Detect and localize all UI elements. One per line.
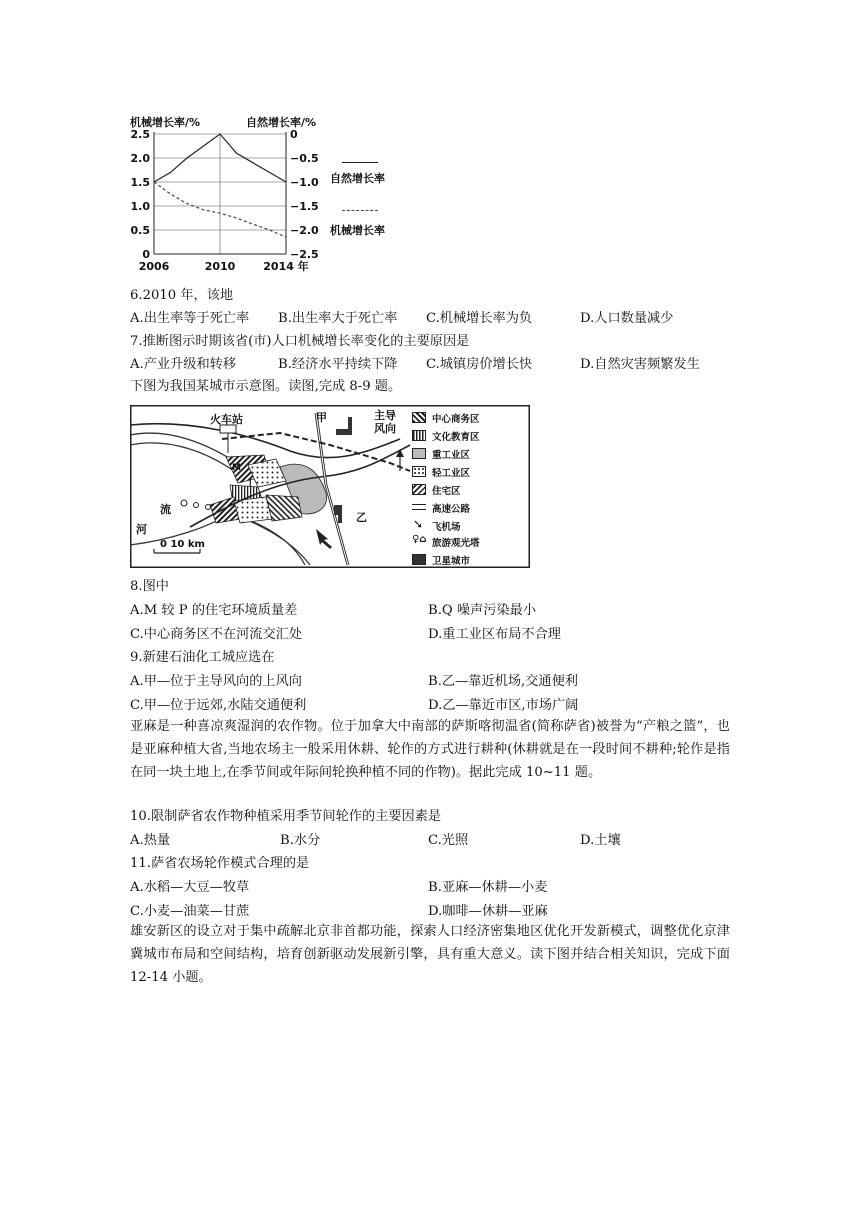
right-tick-label: −2.5 — [290, 248, 319, 261]
legend-heavy-label: 重工业区 — [432, 450, 471, 461]
q8-option-b: B.Q 噪声污染最小 — [428, 603, 537, 618]
q6-stem: 6.2010 年，该地 — [130, 288, 234, 303]
legend-mechanical-label: 机械增长率 — [330, 224, 385, 237]
q10-option-d: D.土壤 — [580, 833, 621, 848]
right-tick-label: −1.0 — [290, 176, 319, 189]
map-label-river-mid: 流 — [160, 503, 171, 516]
legend-hwy-label: 高速公路 — [432, 504, 471, 515]
x-tick-label: 2010 — [204, 260, 236, 273]
left-tick-label: 0 — [142, 248, 150, 261]
q11-row1 — [130, 879, 548, 897]
q7-option-c: C.城镇房价增长快 — [426, 357, 533, 372]
legend-edu-label: 文化教育区 — [432, 432, 480, 443]
q10-option-a: A.热量 — [130, 833, 171, 848]
edu-swatch-icon — [412, 430, 426, 441]
map-label-station: 火车站 — [210, 413, 243, 426]
q9-option-a: A.甲—位于主导风向的上风向 — [130, 674, 302, 689]
legend-sat-label: 卫星城市 — [432, 556, 471, 567]
legend-cbd-label: 中心商务区 — [432, 414, 480, 425]
passage-12-14: 雄安新区的设立对于集中疏解北京非首都功能，探索人口经济密集地区优化开发新模式，调整优化京津冀城市布局和空间结构，培育创新驱动发展新引擎，具有重大意义。读下图并结合相关知识，完成下面 12-14 小题。 — [130, 924, 730, 985]
q10-stem: 10.限制萨省农作物种植采用季节间轮作的主要因素是 — [130, 809, 442, 824]
q7-option-d: D.自然灾害频繁发生 — [580, 357, 700, 372]
q6-option-a: A.出生率等于死亡率 — [130, 311, 250, 326]
airplane-icon: ➘ — [413, 517, 424, 531]
q10-option-c: C.光照 — [428, 833, 469, 848]
map-label-wind: 主导风向 — [374, 409, 396, 435]
left-tick-label: 2.5 — [130, 128, 150, 141]
q9-option-d: D.乙—靠近市区,市场广阔 — [428, 698, 579, 713]
map-label-river-left: 河 — [136, 523, 147, 536]
q11-option-d: D.咖啡—休耕—亚麻 — [428, 904, 548, 919]
cbd-swatch-icon — [412, 412, 426, 423]
q8-option-d: D.重工业区布局不合理 — [428, 627, 561, 642]
left-tick-label: 0.5 — [130, 224, 150, 237]
legend-solid-line-icon — [342, 162, 378, 163]
q11-stem: 11.萨省农场轮作模式合理的是 — [130, 856, 310, 871]
q10-options — [130, 832, 621, 850]
passage-10-11: 亚麻是一种喜凉爽湿润的农作物。位于加拿大中南部的萨斯喀彻温省(简称萨省)被誉为“产粮之篮”，也是亚麻种植大省,当地农场主一般采用休耕、轮作的方式进行耕种(休耕就是在一段时间不耕种;轮作是指在同一块土地上,在季节间或年际间轮换种植不同的作物)。据此完成 10~11 题。 — [130, 719, 730, 780]
q8-option-a: A.M 较 P 的住宅环境质量差 — [130, 603, 298, 618]
res-swatch-icon — [412, 484, 426, 495]
highway-swatch-icon — [412, 504, 426, 510]
q6-option-c: C.机械增长率为负 — [426, 311, 533, 326]
q7-options — [130, 356, 700, 374]
q11-option-b: B.亚麻—休耕—小麦 — [428, 880, 548, 895]
legend-natural-label: 自然增长率 — [330, 172, 385, 185]
map-label-m: M — [232, 463, 241, 473]
right-tick-label: −1.5 — [290, 200, 319, 213]
legend-tour-label: 旅游观光塔 — [432, 538, 480, 549]
tower-icon: ♀⌂ — [412, 534, 427, 545]
heavy-swatch-icon — [412, 448, 426, 459]
q9-stem: 9.新建石油化工城应选在 — [130, 650, 275, 665]
q9-row2 — [130, 697, 579, 715]
right-tick-label: 0 — [290, 128, 298, 141]
map-label-yi: 乙 — [356, 511, 367, 524]
q6-options — [130, 310, 674, 328]
chart-plot — [128, 110, 400, 280]
q8-stem: 8.图中 — [130, 579, 169, 594]
q11-option-c: C.小麦—油菜—甘蔗 — [130, 904, 250, 919]
population-growth-chart — [128, 110, 400, 280]
q9-row1 — [130, 673, 578, 691]
right-axis-title: 自然增长率/% — [246, 116, 317, 129]
q8-row2 — [130, 626, 561, 644]
legend-airport-label: 飞机场 — [432, 522, 461, 533]
q6-option-b: B.出生率大于死亡率 — [278, 311, 398, 326]
legend-dashed-line-icon — [342, 210, 378, 211]
left-tick-label: 1.0 — [130, 200, 150, 213]
q11-option-a: A.水稻—大豆—牧草 — [130, 880, 250, 895]
q9-option-b: B.乙—靠近机场,交通便利 — [428, 674, 578, 689]
q8-row1 — [130, 602, 537, 620]
right-tick-label: −2.0 — [290, 224, 319, 237]
q6-option-d: D.人口数量减少 — [580, 311, 674, 326]
left-axis-title: 机械增长率/% — [130, 116, 201, 129]
x-tick-label: 2014 年 — [263, 260, 309, 273]
legend-res-label: 住宅区 — [432, 486, 461, 497]
city-map — [130, 405, 530, 568]
q7-option-a: A.产业升级和转移 — [130, 357, 237, 372]
q8-option-c: C.中心商务区不在河流交汇处 — [130, 627, 303, 642]
legend-light-label: 轻工业区 — [432, 468, 471, 479]
map-label-jia: 甲 — [316, 411, 327, 424]
q9-option-c: C.甲—位于远郊,水陆交通便利 — [130, 698, 307, 713]
left-tick-label: 1.5 — [130, 176, 150, 189]
satellite-city-swatch-icon — [412, 554, 426, 565]
x-tick-label: 2006 — [138, 260, 170, 273]
q7-stem: 7.推断图示时期该省(市)人口机械增长率变化的主要原因是 — [130, 334, 470, 349]
intro-8-9: 下图为我国某城市示意图。读图,完成 8-9 题。 — [130, 379, 402, 394]
left-tick-label: 2.0 — [130, 152, 150, 165]
q10-option-b: B.水分 — [280, 833, 321, 848]
light-swatch-icon — [412, 466, 426, 477]
map-scale-label: 0 10 km — [160, 539, 205, 550]
q11-row2 — [130, 903, 548, 921]
q7-option-b: B.经济水平持续下降 — [278, 357, 398, 372]
right-tick-label: −0.5 — [290, 152, 319, 165]
